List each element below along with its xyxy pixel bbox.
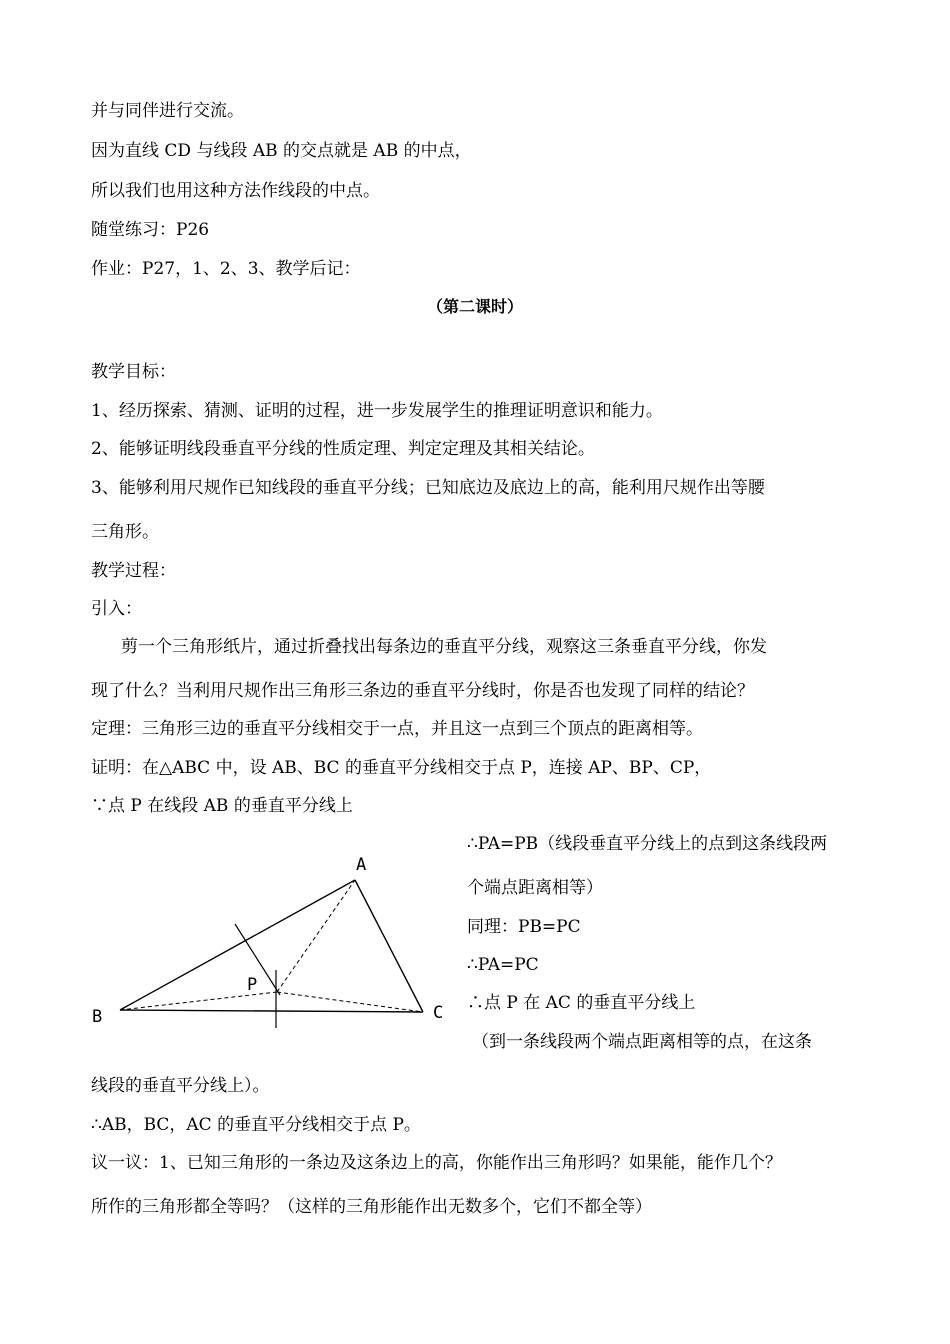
text-line: 并与同伴进行交流。 bbox=[91, 101, 244, 121]
side-ac bbox=[355, 880, 423, 1012]
text-line: 证明：在△ABC 中，设 AB、BC 的垂直平分线相交于点 P，连接 AP、BP、CP， bbox=[91, 758, 712, 778]
side-bc bbox=[120, 1010, 423, 1012]
text-line: 因为直线 CD 与线段 AB 的交点就是 AB 的中点， bbox=[91, 141, 472, 161]
text-line: 议一议：1、已知三角形的一条边及这条边上的高，你能作出三角形吗？如果能，能作几个？ bbox=[91, 1153, 782, 1173]
side-ab bbox=[120, 880, 355, 1010]
text-line: 教学过程： bbox=[91, 561, 176, 581]
text-line: 所作的三角形都全等吗？（这样的三角形能作出无数多个，它们不都全等） bbox=[91, 1197, 652, 1217]
triangle-figure bbox=[80, 842, 460, 1042]
text-line: 三角形。 bbox=[91, 522, 159, 542]
label-c: C bbox=[433, 1003, 444, 1023]
text-line: （到一条线段两个端点距离相等的点，在这条 bbox=[472, 1032, 812, 1052]
text-line: 3、能够利用尺规作已知线段的垂直平分线；已知底边及底边上的高，能利用尺规作出等腰 bbox=[91, 478, 765, 498]
text-line: ∴PA=PB（线段垂直平分线上的点到这条线段两 bbox=[467, 834, 828, 854]
text-line: 所以我们也用这种方法作线段的中点。 bbox=[91, 181, 380, 201]
segment-cp bbox=[277, 992, 423, 1012]
label-b: B bbox=[92, 1007, 103, 1027]
text-line: ∵点 P 在线段 AB 的垂直平分线上 bbox=[91, 796, 353, 816]
text-line: 引入： bbox=[91, 599, 142, 619]
text-line: ∴PA=PC bbox=[467, 955, 539, 975]
label-p: P bbox=[247, 975, 258, 995]
label-a: A bbox=[356, 855, 367, 875]
triangle-diagram bbox=[80, 842, 460, 1042]
text-line: 同理：PB=PC bbox=[467, 917, 581, 937]
text-line: 随堂练习：P26 bbox=[91, 220, 210, 240]
text-line: 教学目标： bbox=[91, 362, 176, 382]
text-line: 线段的垂直平分线上）。 bbox=[91, 1076, 270, 1096]
text-line: ∴AB，BC，AC 的垂直平分线相交于点 P。 bbox=[91, 1115, 421, 1135]
section-title: （第二课时） bbox=[426, 297, 523, 316]
text-line: 剪一个三角形纸片，通过折叠找出每条边的垂直平分线，观察这三条垂直平分线，你发 bbox=[121, 637, 767, 657]
text-line: 1、经历探索、猜测、证明的过程，进一步发展学生的推理证明意识和能力。 bbox=[91, 401, 663, 421]
text-line: 定理：三角形三边的垂直平分线相交于一点，并且这一点到三个顶点的距离相等。 bbox=[91, 719, 703, 739]
text-line: 作业：P27，1、2、3、教学后记： bbox=[91, 259, 361, 279]
segment-ap bbox=[277, 880, 355, 992]
text-line: 现了什么？当利用尺规作出三角形三条边的垂直平分线时，你是否也发现了同样的结论？ bbox=[91, 681, 754, 701]
text-line: 2、能够证明线段垂直平分线的性质定理、判定定理及其相关结论。 bbox=[91, 439, 595, 459]
text-line: ∴点 P 在 AC 的垂直平分线上 bbox=[467, 993, 696, 1013]
text-line: 个端点距离相等） bbox=[467, 878, 603, 898]
